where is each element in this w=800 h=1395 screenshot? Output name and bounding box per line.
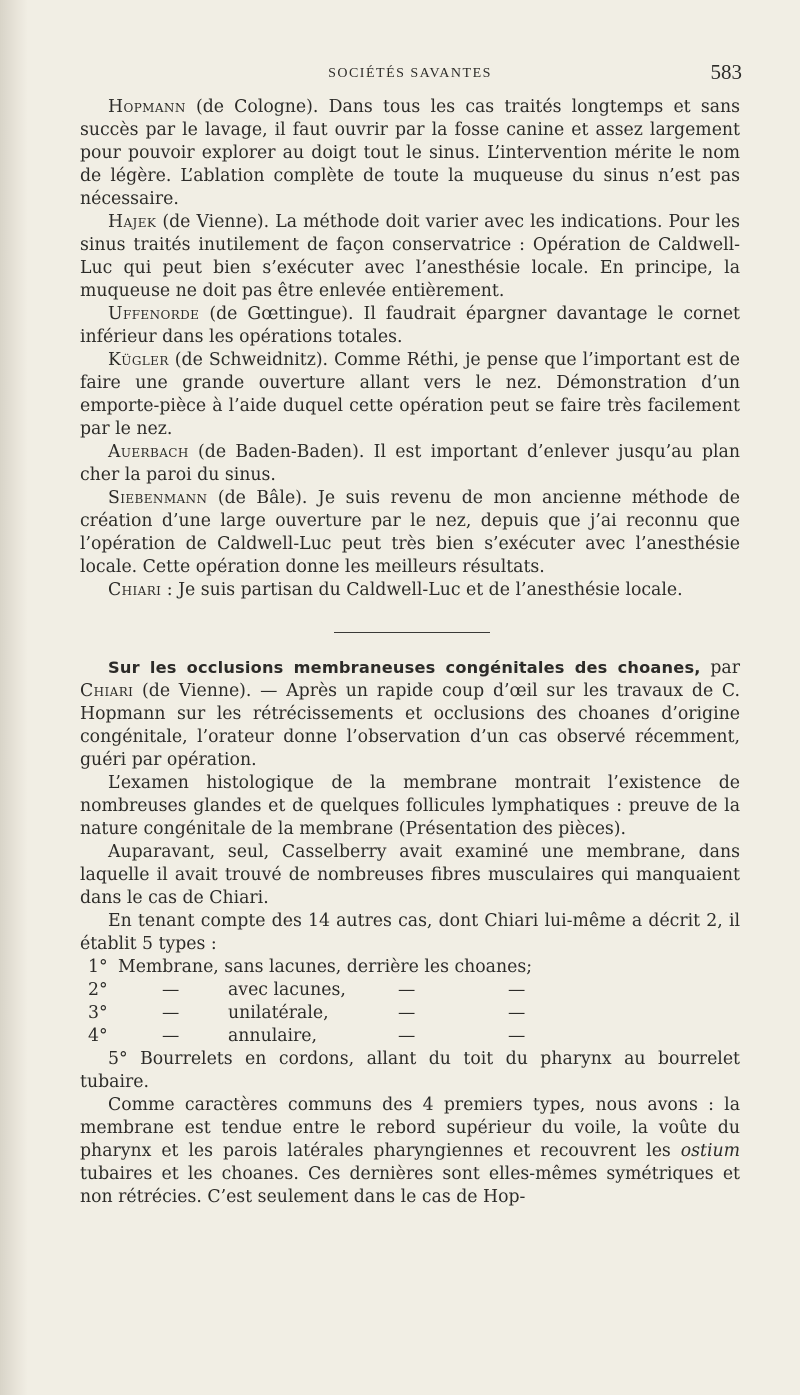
- article-paragraph: Auparavant, seul, Casselberry avait examiné une membrane, dans laquelle il avait trouvé de nombreuses fibres musculaires qui manquaient dans le cas de Chiari.: [80, 842, 740, 908]
- article-paragraph: L’examen histologique de la membrane montrait l’existence de nombreuses glandes et de quelques follicules lymphatiques : preuve de la nature congénitale de la membrane (Présentation des pièces).: [80, 773, 740, 839]
- article-paragraph: [80, 1094, 740, 1209]
- speaker-text: (de Vienne). La méthode doit varier avec les indications. Pour les sinus traités inutilement de façon conservatrice : Opération de Caldwell-Luc qui peut bien s’exécuter avec l’anesthésie locale. En principe, la muqueuse ne doit pas être enlevée entièrement.: [80, 212, 740, 301]
- discussion-paragraph: [80, 303, 740, 349]
- article-intro-text: (de Vienne). — Après un rapide coup d’œil sur les travaux de C. Hopmann sur les rétrécissements et occlusions des choanes d’origine congénitale, l’orateur donne l’observation d’un cas observé récemment, guéri par opération.: [80, 681, 740, 770]
- type-text: avec lacunes,: [228, 980, 346, 1000]
- speaker-name: Auerbach: [108, 442, 189, 462]
- speaker-name: Hopmann: [108, 97, 186, 117]
- types-list: [80, 956, 740, 1048]
- article-author: Chiari: [80, 681, 134, 701]
- list-item: [80, 1002, 740, 1025]
- page-header: [80, 60, 740, 96]
- type-five-paragraph: 5° Bourrelets en cordons, allant du toit du pharynx au bourrelet tubaire.: [80, 1049, 740, 1092]
- article-section: [80, 656, 740, 1209]
- speaker-text: (de Bâle). Je suis revenu de mon ancienne méthode de création d’une large ouverture par le nez, depuis que j’ai reconnu que l’opération de Caldwell-Luc peut très bien s’exécuter avec l’anesthésie locale. Cette opération donne les meilleurs résultats.: [80, 488, 740, 577]
- article-by: par: [700, 658, 740, 678]
- ditto-dash: —: [398, 1026, 416, 1046]
- running-head: SOCIÉTÉS SAVANTES: [328, 66, 492, 81]
- ditto-dash: —: [508, 980, 526, 1000]
- type-number: 3°: [88, 1003, 108, 1023]
- speaker-text: : Je suis partisan du Caldwell-Luc et de l’anesthésie locale.: [161, 580, 683, 600]
- speaker-name: Siebenmann: [108, 488, 208, 508]
- discussion-paragraph: [80, 96, 740, 211]
- book-spine-shadow: [0, 0, 28, 1395]
- list-item: [80, 956, 740, 979]
- ditto-dash: —: [398, 980, 416, 1000]
- ditto-dash: —: [508, 1003, 526, 1023]
- article-paragraph: En tenant compte des 14 autres cas, dont Chiari lui-même a décrit 2, il établit 5 types :: [80, 911, 740, 954]
- article-title: Sur les occlusions membraneuses congénitales des choanes,: [108, 658, 701, 677]
- discussion-paragraph: [80, 441, 740, 487]
- type-number: 1°: [88, 957, 108, 977]
- page-number: 583: [710, 60, 742, 84]
- speaker-text: (de Schweidnitz). Comme Réthi, je pense que l’important est de faire une grande ouverture allant vers le nez. Démonstration d’un emporte-pièce à l’aide duquel cette opération peut se faire très facilement par le nez.: [80, 350, 740, 439]
- type-number: 2°: [88, 980, 108, 1000]
- paragraph-text: Comme caractères communs des 4 premiers types, nous avons : la membrane est tendue entre le rebord supérieur du voile, la voûte du pharynx et les parois latérales pharyngiennes et recouvrent les: [80, 1095, 740, 1161]
- discussion-paragraph: [80, 349, 740, 441]
- discussion-section: [80, 96, 740, 602]
- ditto-dash: —: [162, 1003, 180, 1023]
- ditto-dash: —: [398, 1003, 416, 1023]
- list-item: [80, 979, 740, 1002]
- type-text: unilatérale,: [228, 1003, 329, 1023]
- speaker-text: (de Baden-Baden). Il est important d’enlever jusqu’au plan cher la paroi du sinus.: [80, 442, 740, 485]
- italic-term: ostium: [680, 1141, 740, 1161]
- divider-rule: [334, 632, 490, 633]
- discussion-paragraph: [80, 579, 740, 602]
- paragraph-text: tubaires et les choanes. Ces dernières sont elles-mêmes symétriques et non rétrécies. C’est seulement dans le cas de Hop-: [80, 1164, 740, 1207]
- speaker-name: Uffenorde: [108, 304, 200, 324]
- article-intro: [80, 656, 740, 772]
- document-page: [80, 60, 740, 1209]
- type-text: annulaire,: [228, 1026, 318, 1046]
- speaker-text: (de Gœttingue). Il faudrait épargner davantage le cornet inférieur dans les opérations totales.: [80, 304, 740, 347]
- section-divider: [80, 602, 740, 656]
- list-item: [80, 1025, 740, 1048]
- type-text: Membrane, sans lacunes, derrière les choanes;: [118, 957, 533, 977]
- ditto-dash: —: [162, 980, 180, 1000]
- discussion-paragraph: [80, 211, 740, 303]
- type-number: 4°: [88, 1026, 108, 1046]
- speaker-text: (de Cologne). Dans tous les cas traités longtemps et sans succès par le lavage, il faut ouvrir par la fosse canine et assez largement pour pouvoir explorer au doigt tout le sinus. L’intervention mérite le nom de légère. L’ablation complète de toute la muqueuse du sinus n’est pas nécessaire.: [80, 97, 740, 209]
- discussion-paragraph: [80, 487, 740, 579]
- speaker-name: Kügler: [108, 350, 169, 370]
- ditto-dash: —: [508, 1026, 526, 1046]
- ditto-dash: —: [162, 1026, 180, 1046]
- speaker-name: Hajek: [108, 212, 157, 232]
- speaker-name: Chiari: [108, 580, 162, 600]
